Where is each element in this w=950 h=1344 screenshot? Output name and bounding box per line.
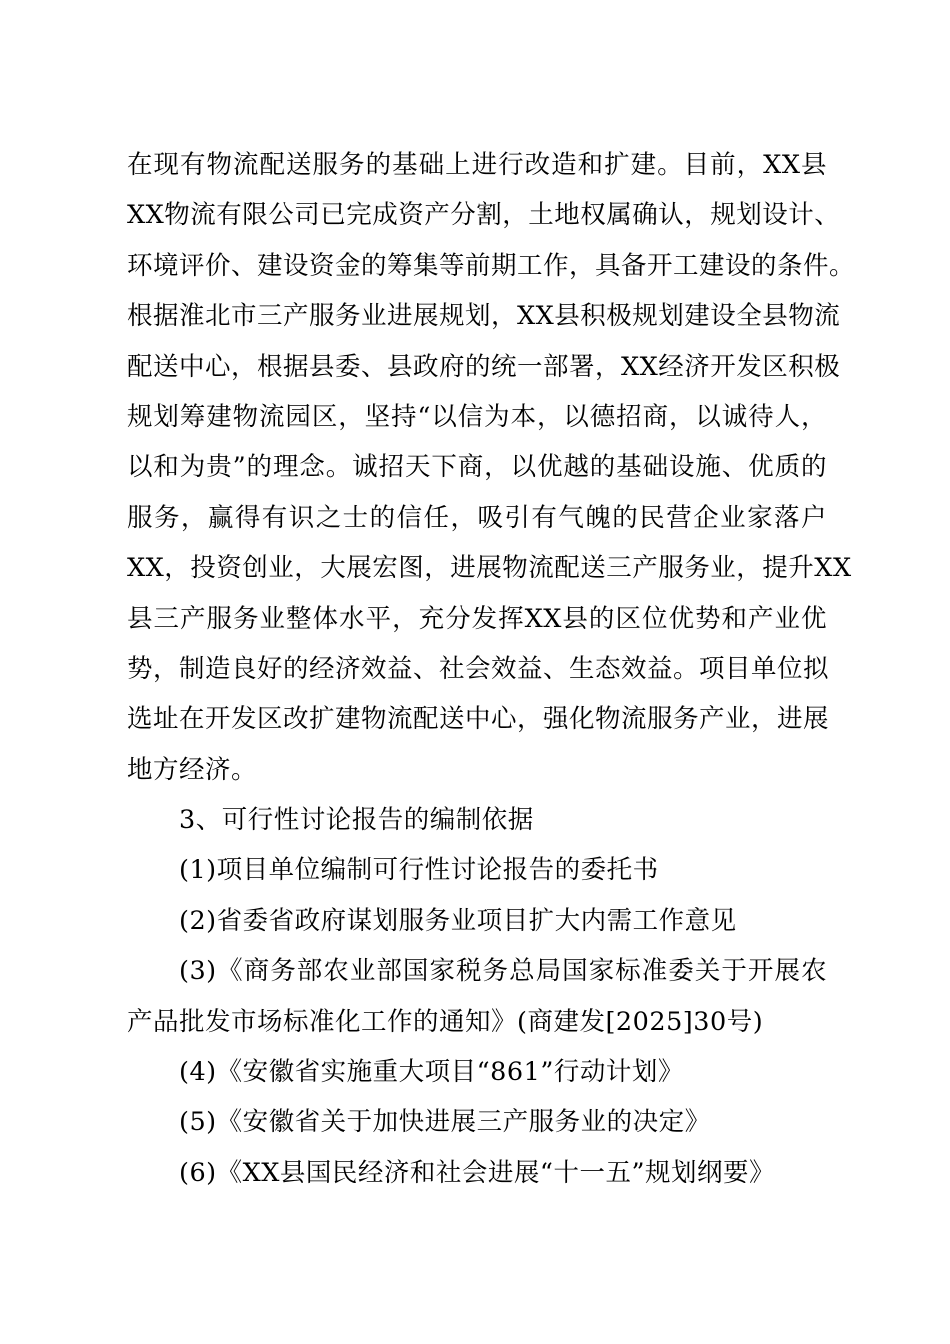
paragraph-line: 规划筹建物流园区，坚持“以信为本，以德招商，以诚待人， — [127, 401, 827, 432]
paragraph-line: 环境评价、建设资金的筹集等前期工作，具备开工建设的条件。 — [127, 250, 856, 281]
document-body — [127, 140, 856, 1198]
paragraph-line: 地方经济。 — [127, 754, 258, 785]
list-item: (2)省委省政府谋划服务业项目扩大内需工作意见 — [179, 905, 737, 936]
paragraph-line: 以和为贵”的理念。诚招天下商，以优越的基础设施、优质的 — [127, 452, 827, 483]
paragraph-line: 根据淮北市三产服务业进展规划，XX县积极规划建设全县物流 — [127, 301, 841, 332]
list-item-continuation: 产品批发市场标准化工作的通知》(商建发[2025]30号) — [127, 1006, 764, 1037]
paragraph-line: 在现有物流配送服务的基础上进行改造和扩建。目前，XX县 — [127, 150, 827, 180]
paragraph-line: XX，投资创业，大展宏图，进展物流配送三产服务业，提升XX — [127, 553, 852, 584]
list-item: (6)《XX县国民经济和社会进展“十一五”规划纲要》 — [179, 1157, 776, 1188]
section-heading: 3、可行性讨论报告的编制依据 — [179, 805, 534, 836]
paragraph-line: 选址在开发区改扩建物流配送中心，强化物流服务产业，进展 — [127, 704, 830, 735]
list-item: (5)《安徽省关于加快进展三产服务业的决定》 — [179, 1107, 711, 1138]
paragraph-line: 服务，赢得有识之士的信任，吸引有气魄的民营企业家落户 — [127, 502, 827, 533]
list-item: (4)《安徽省实施重大项目“861”行动计划》 — [179, 1057, 684, 1088]
list-item: (1)项目单位编制可行性讨论报告的委托书 — [179, 855, 659, 886]
paragraph-line: XX物流有限公司已完成资产分割，土地权属确认，规划设计、 — [127, 200, 841, 231]
paragraph-line: 势，制造良好的经济效益、社会效益、生态效益。项目单位拟 — [127, 653, 830, 684]
paragraph-line: 配送中心，根据县委、县政府的统一部署，XX经济开发区积极 — [127, 351, 841, 382]
paragraph-line: 县三产服务业整体水平，充分发挥XX县的区位优势和产业优 — [127, 603, 827, 634]
list-item: (3)《商务部农业部国家税务总局国家标准委关于开展农 — [179, 956, 827, 987]
